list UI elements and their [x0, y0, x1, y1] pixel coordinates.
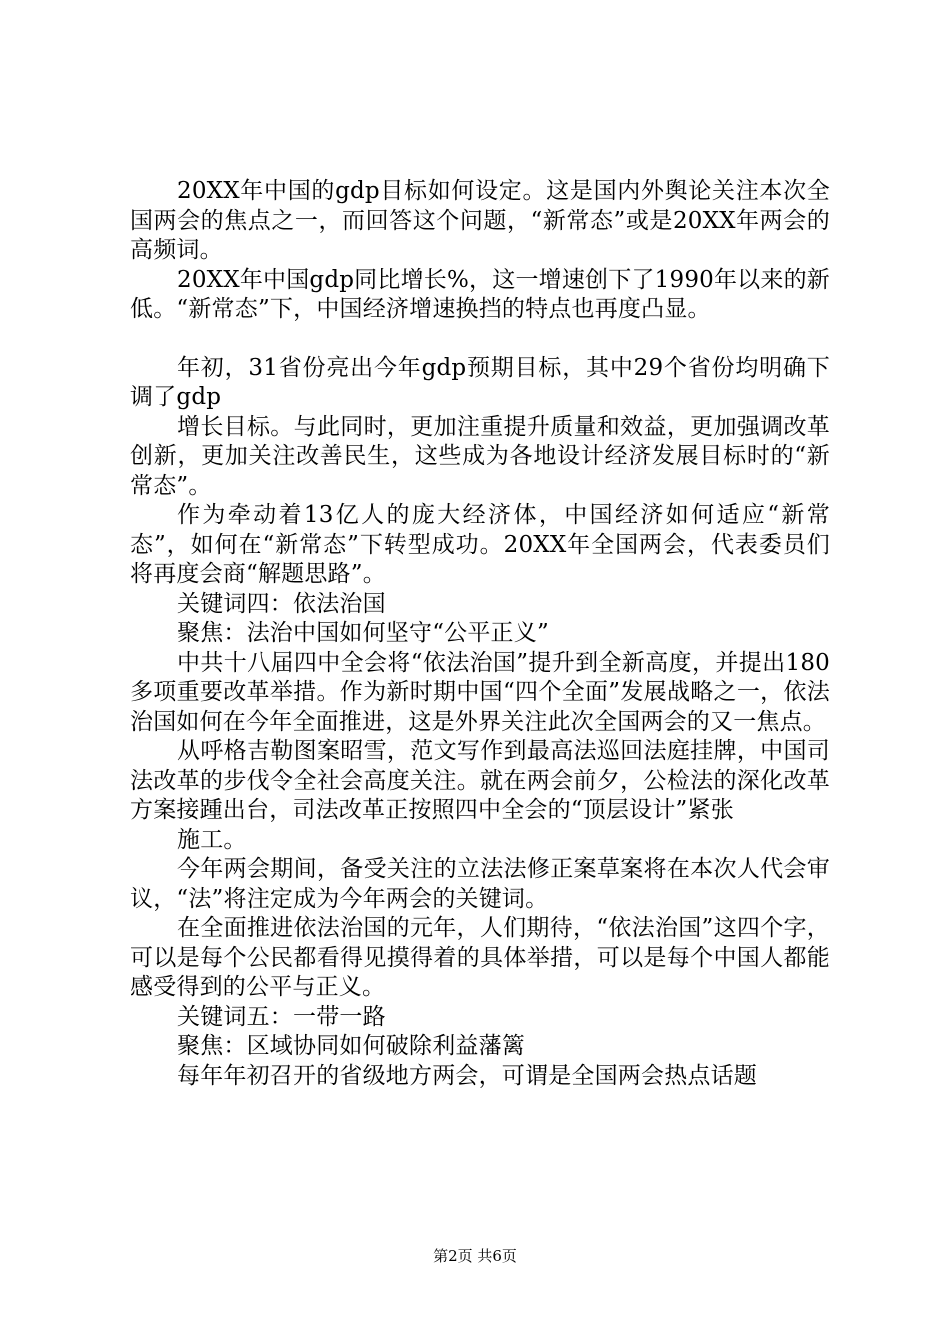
- paragraph: 施工。: [177, 826, 247, 853]
- page-number: 第2页 共6页: [433, 1247, 517, 1265]
- section-focus: 聚焦：区域协同如何破除利益藩篱: [177, 1033, 525, 1059]
- paragraph: 从呼格吉勒图案昭雪，范文写作到最高法巡回法庭挂牌，中国司法改革的步伐令全社会高度关注。就在两会前夕，公检法的深化改革方案接踵出台，司法改革正按照四中全会的“顶层设计”紧张: [130, 738, 830, 823]
- paragraph: 年初，31省份亮出今年gdp预期目标，其中29个省份均明确下调了gdp: [130, 354, 830, 410]
- paragraph: 20XX年中国的gdp目标如何设定。这是国内外舆论关注本次全国两会的焦点之一，而回答这个问题，“新常态”或是20XX年两会的高频词。: [130, 178, 830, 263]
- paragraph: 今年两会期间，备受关注的立法法修正案草案将在本次人代会审议，“法”将注定成为今年两会的关键词。: [130, 856, 830, 912]
- paragraph: 20XX年中国gdp同比增长%，这一增速创下了1990年以来的新低。“新常态”下，中国经济增速换挡的特点也再度凸显。: [130, 266, 830, 322]
- paragraph: 每年年初召开的省级地方两会，可谓是全国两会热点话题: [177, 1062, 757, 1089]
- document-body: [130, 177, 830, 1091]
- section-heading: 关键词五：一带一路: [177, 1003, 386, 1030]
- paragraph: 增长目标。与此同时，更加注重提升质量和效益，更加强调改革创新，更加关注改善民生，这些成为各地设计经济发展目标时的“新常态”。: [130, 413, 830, 499]
- paragraph: 作为牵动着13亿人的庞大经济体，中国经济如何适应“新常态”，如何在“新常态”下转型成功。20XX年全国两会，代表委员们将再度会商“解题思路”。: [130, 502, 830, 587]
- paragraph: 在全面推进依法治国的元年，人们期待，“依法治国”这四个字，可以是每个公民都看得见摸得着的具体举措，可以是每个中国人都能感受得到的公平与正义。: [130, 915, 830, 1000]
- paragraph: 中共十八届四中全会将“依法治国”提升到全新高度，并提出180多项重要改革举措。作为新时期中国“四个全面”发展战略之一，依法治国如何在今年全面推进，这是外界关注此次全国两会的又一焦点。: [130, 649, 830, 735]
- section-focus: 聚焦：法治中国如何坚守“公平正义”: [177, 620, 549, 646]
- section-heading: 关键词四：依法治国: [177, 590, 386, 617]
